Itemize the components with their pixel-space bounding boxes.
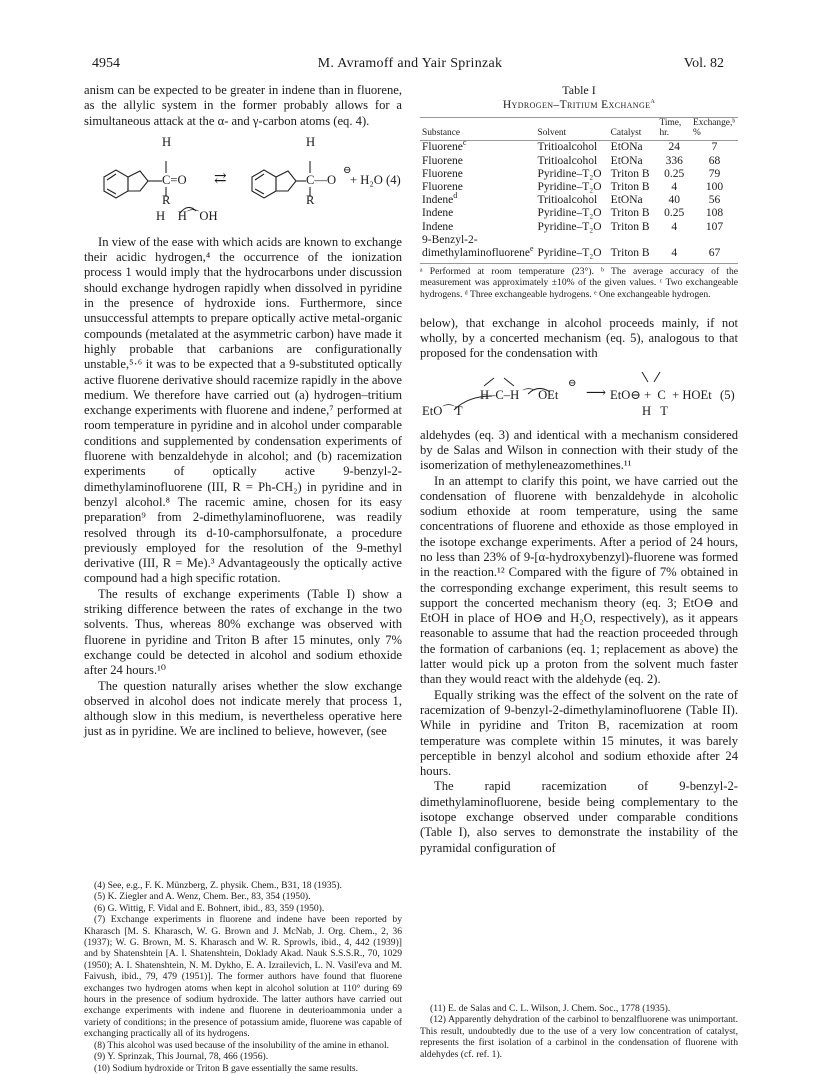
table-cell-text: 336	[665, 154, 683, 167]
eq5-bottom-left: EtO⌒T	[422, 403, 463, 418]
footnote: (12) Apparently dehydration of the carbinol to benzalfluorene was unimportant. This result, undoubtedly due to the use of a very low concentration of catalyst, represents the first isolation of a carbinol in the condensation of fluorene with aldehydes (cf. ref. 1).	[420, 1014, 738, 1060]
table-cell-text: 68	[708, 154, 721, 167]
table-cell	[609, 207, 658, 220]
paragraph: In an attempt to clarify this point, we have carried out the condensation of fluorene with benzaldehyde in alcoholic sodium ethoxide at room temperature, using the same concentrations of fluorene and ethoxide as those employed in the isotope exchange experiments. After a period of 24 hours, no less than 23% of 9-[α-hydroxybenzyl)-fluorene was formed in the reaction.¹² Compared with the figure of 7% obtained in the corresponding exchange experiment, this result seems to support the concerted mechanism theory (eq. 3; EtO⊖ and EtOH in place of HO⊖ and H₂O, respectively), as it appears reasonable to assume that had the reaction proceeded through the formation of carbanions (eq. 1; replacement as above) the latter would pick up a proton from the solvent much faster than they would react with the aldehyde (eq. 2).	[420, 473, 738, 687]
table-cell	[420, 138, 536, 155]
table-cell	[609, 194, 658, 207]
table-cell	[657, 181, 691, 194]
volume-number: Vol. 82	[683, 56, 724, 71]
table-cell	[691, 168, 738, 181]
table-row	[420, 207, 738, 220]
exchange-table	[420, 117, 738, 260]
paragraph: In view of the ease with which acids are known to exchange their acidic hydrogen,⁴ the occurrence of the ionization process 1 would imply that the hydrocarbons under discussion should exchange hydrogen rapidly when dissolved in pyridine in the presence of hydroxide ions. Furthermore, since unsuccessful attempts to prepare optically active metal-organic compounds (metalated at the asymmetric carbon) have made it highly probable that carbanions are configurationally unstable,⁵·⁶ it was to be expected that a 9-substituted optically active fluorene derivative should racemize rapidly in the above medium. We therefore have carried out (a) hydrogen–tritium exchange experiments with fluorene and indene,⁷ performed at room temperature in pyridine and in alcohol under comparable conditions and supplemented by condensation experiments of fluorene with benzaldehyde in alcohol; and (b) racemization experiments of optically active 9-benzyl-2-dimethylaminofluorene (III, R = Ph-CH₂) in pyridine and in benzyl alcohol.⁸ The racemic amine, chosen for its easy preparation⁹ from 2-dimethylaminofluorene, was readily resolved through its d-10-camphorsulfonate, a procedure previously employed for the resolution of the 9-methyl derivative (III, R = Me).³ Advantageously the optically active compound had a high specific rotation.	[84, 234, 402, 586]
table-cell	[691, 221, 738, 234]
col-header: Catalyst	[609, 118, 658, 141]
col-header: Solvent	[536, 118, 609, 141]
table-cell-text: EtONa	[610, 154, 643, 167]
table-cell-text: Indene	[422, 220, 454, 233]
table-cell-text: Tritioalcohol	[537, 154, 598, 167]
eq5-charge: ⊖	[568, 377, 577, 389]
table-cell	[691, 234, 738, 260]
table-cell	[420, 168, 536, 181]
table-title: Table I	[562, 83, 596, 97]
table-notes: ᵃ Performed at room temperature (23°). ᵇ The average accuracy of the measurement was approximately ±10% of the given values. ᶜ Two exchangeable hydrogens. ᵈ Three exchangeable hydrogens. ᵉ One exchangeable hydrogen.	[420, 263, 738, 300]
col-header: Exchange,ᵇ %	[691, 118, 738, 141]
table-cell-text: 108	[705, 207, 724, 220]
paragraph: Equally striking was the effect of the solvent on the rate of racemization of 9-benzyl-2-dimethylaminofluorene (Table II). While in pyridine and Triton B, racemization at room temperature was complete within 15 minutes, it was barely perceptible in benzyl alcohol and sodium ethoxide after 24 hours.	[420, 687, 738, 779]
col-header: Time, hr.	[657, 118, 691, 141]
eq4-r-left: R	[162, 192, 171, 207]
eq4-charge: ⊖	[343, 164, 352, 176]
table-cell	[536, 207, 609, 220]
table-row	[420, 181, 738, 194]
eq4-h-top-right: H	[306, 134, 316, 149]
table-cell	[609, 181, 658, 194]
table-cell	[657, 141, 691, 155]
table-cell	[536, 141, 609, 155]
left-column	[84, 83, 402, 740]
table-cell-text: Pyridine–T₂O	[537, 207, 602, 220]
table-cell-text: EtONa	[610, 141, 643, 154]
table-cell-text: 4	[671, 180, 678, 193]
table-cell	[420, 191, 536, 207]
table-cell-footnote-mark: c	[462, 138, 467, 148]
right-column	[420, 83, 738, 856]
table-cell	[536, 221, 609, 234]
table-cell-text: Pyridine–T₂O	[537, 220, 602, 233]
footnote: (6) G. Wittig, F. Vidal and E. Bohnert, ibid., 83, 359 (1950).	[94, 902, 325, 914]
table-cell-text: Fluorene	[422, 141, 463, 154]
paragraph: aldehydes (eq. 3) and identical with a mechanism considered by de Salas and Wilson in connection with their study of the isomerization of methyleneazomethines.¹¹	[420, 427, 738, 473]
paragraph: below), that exchange in alcohol proceeds mainly, if not wholly, by a concerted mechanism (eq. 5), analogous to that proposed for the condensation with	[420, 315, 738, 361]
table-cell	[691, 207, 738, 220]
eq4-carbonyl-left: C=O	[162, 172, 187, 187]
table-cell-text: 67	[708, 246, 721, 259]
table-cell-text: Indene	[422, 207, 454, 220]
table-row	[420, 234, 738, 260]
table-cell	[691, 155, 738, 168]
eq4-carbanion-right: C—O	[306, 172, 337, 187]
table-cell	[691, 194, 738, 207]
table-cell	[420, 221, 536, 234]
table-cell	[609, 234, 658, 260]
table-cell-text: Triton B	[610, 167, 650, 180]
table-cell-text: Indene	[422, 194, 454, 207]
table-cell	[536, 234, 609, 260]
table-row	[420, 141, 738, 155]
table-caption: Hydrogen–Tritium Exchange$^a$	[502, 96, 656, 111]
table-cell-text: Fluorene	[422, 167, 463, 180]
table-cell	[691, 181, 738, 194]
table-cell	[420, 155, 536, 168]
paragraph: The results of exchange experiments (Table I) show a striking difference between the rates of exchange in the two solvents. Thus, whereas 80% exchange was observed with fluorene in pyridine and Triton B after 15 minutes, only 7% exchange could be detected in alcohol and sodium ethoxide after 24 hours.¹⁰	[84, 586, 402, 678]
table-cell-text: 40	[668, 194, 680, 207]
table-cell-text: Pyridine–T₂O	[537, 246, 602, 259]
paragraph: anism can be expected to be greater in indene than in fluorene, as the allylic system in the former probably allows for a simultaneous attack at the α- and γ-carbon atoms (eq. 4).	[84, 83, 402, 128]
table-cell	[536, 181, 609, 194]
table-cell-text: Pyridine–T₂O	[537, 180, 602, 193]
footnote: (9) Y. Sprinzak, This Journal, 78, 466 (1956).	[94, 1051, 269, 1063]
table-cell	[420, 207, 536, 220]
eq5-reactant: H–C–H ⌒ OEt	[480, 387, 559, 402]
table-cell-text: 56	[708, 194, 721, 207]
table-row	[420, 155, 738, 168]
table-cell	[657, 207, 691, 220]
table-cell-text: Tritioalcohol	[537, 141, 598, 154]
footnote: (4) See, e.g., F. K. Münzberg, Z. physik. Chem., B31, 18 (1935).	[94, 880, 342, 891]
table-cell-text: Fluorene	[422, 154, 463, 167]
eq4-r-right: R	[306, 192, 315, 207]
table-cell-text: Triton B	[610, 220, 650, 233]
table-cell-text: Tritioalcohol	[537, 194, 598, 207]
table-row	[420, 221, 738, 234]
table-cell-text: 9-Benzyl-2-dimethylaminofluorene	[422, 233, 530, 259]
table-cell-text: 107	[705, 220, 724, 233]
right-footnotes	[420, 1003, 738, 1060]
table-cell	[420, 181, 536, 194]
table-cell	[657, 155, 691, 168]
table-cell	[609, 155, 658, 168]
page-number: 4954	[92, 56, 120, 71]
eq4-label: (4)	[386, 172, 401, 187]
running-title: M. Avramoff and Yair Sprinzak	[317, 56, 503, 71]
equation-4	[84, 133, 402, 229]
table-cell-footnote-mark: d	[453, 191, 458, 201]
table-cell-text: Pyridine–T₂O	[537, 167, 602, 180]
table-cell-text: EtONa	[610, 194, 643, 207]
table-cell	[657, 234, 691, 260]
table-cell-text: 4	[671, 220, 678, 233]
table-cell	[536, 194, 609, 207]
eq4-h-top-left: H	[162, 134, 172, 149]
table-cell-text: Triton B	[610, 180, 650, 193]
footnote: (7) Exchange experiments in fluorene and indene have been reported by Kharasch [M. S. Kharasch, W. G. Brown and J. McNab, J. Org. Chem., 2, 36 (1937); W. G. Brown, M. S. Kharasch and W. R. Sprowls, ibid., 4, 442 (1939)] and by Shatenshtein [A. I. Shatenshtein, Doklady Akad. Nauk S.S.S.R., 70, 1029 (1950); A. I. Shatenshtein, N. M. Dykho, E. A. Izrailevich, L. N. Vasil'eva and M. Faivush, ibid., 79, 479 (1951)]. The former authors have found that fluorene exchanges two hydrogen atoms when kept in alcohol solution at 110° during 69 hours in the presence of sodium hydroxide. The latter authors have carried out exchange experiments with indene and fluorene in deuterioammonia under a variety of conditions; in the presence of potassium amide, fluorene was capable of exchanging practically all of its hydrogens.	[84, 914, 402, 1040]
table-cell	[609, 168, 658, 181]
table-cell	[609, 141, 658, 155]
table-cell	[420, 234, 536, 260]
table-1	[420, 83, 738, 300]
eq5-bottom-right: H T	[642, 403, 669, 418]
table-cell-text: 24	[668, 141, 680, 154]
table-cell-footnote-mark: e	[529, 244, 534, 254]
table-cell-text: 0.25	[664, 167, 685, 180]
table-cell	[536, 155, 609, 168]
table-row	[420, 168, 738, 181]
table-cell-text: 79	[708, 167, 721, 180]
table-row	[420, 194, 738, 207]
table-cell-text: 4	[671, 246, 678, 259]
col-header: Substance	[420, 118, 536, 141]
table-cell-text: 7	[711, 141, 718, 154]
table-cell-text: 100	[705, 180, 724, 193]
paragraph: The rapid racemization of 9-benzyl-2-dimethylaminofluorene, beside being complementary to the isotope exchange observed under comparable conditions (Table I), also serves to demonstrate the instability of the pyramidal configuration of	[420, 779, 738, 855]
equation-5	[420, 366, 738, 422]
table-cell	[691, 141, 738, 155]
table-cell	[609, 221, 658, 234]
eq5-label: (5)	[720, 387, 735, 402]
table-cell	[536, 168, 609, 181]
eq5-arrow: ⟶	[586, 385, 607, 401]
left-footnotes	[84, 880, 402, 1074]
footnote: (10) Sodium hydroxide or Triton B gave essentially the same results.	[94, 1062, 359, 1074]
footnote: (5) K. Ziegler and A. Wenz, Chem. Ber., 83, 354 (1950).	[94, 891, 311, 903]
table-cell-text: Triton B	[610, 207, 650, 220]
eq4-bottom: H H⌒OH	[156, 208, 218, 223]
eq4-water: + H₂O	[350, 172, 383, 187]
table-cell-text: 0.25	[664, 207, 685, 220]
table-cell-text: Triton B	[610, 246, 650, 259]
table-cell	[657, 221, 691, 234]
eq5-product: EtO⊖ + C + HOEt	[610, 387, 712, 402]
footnote: (11) E. de Salas and C. L. Wilson, J. Chem. Soc., 1778 (1935).	[430, 1003, 671, 1014]
paragraph: The question naturally arises whether the slow exchange observed in alcohol does not indicate merely that process 1, although slow in this medium, is nevertheless operative here just as in pyridine. We are inclined to believe, however, (see	[84, 678, 402, 739]
table-cell-text: Fluorene	[422, 180, 463, 193]
table-cell	[657, 194, 691, 207]
table-cell	[657, 168, 691, 181]
footnote: (8) This alcohol was used because of the insolubility of the amine in ethanol.	[94, 1039, 390, 1051]
eq4-arrow: ⇄	[214, 170, 227, 187]
